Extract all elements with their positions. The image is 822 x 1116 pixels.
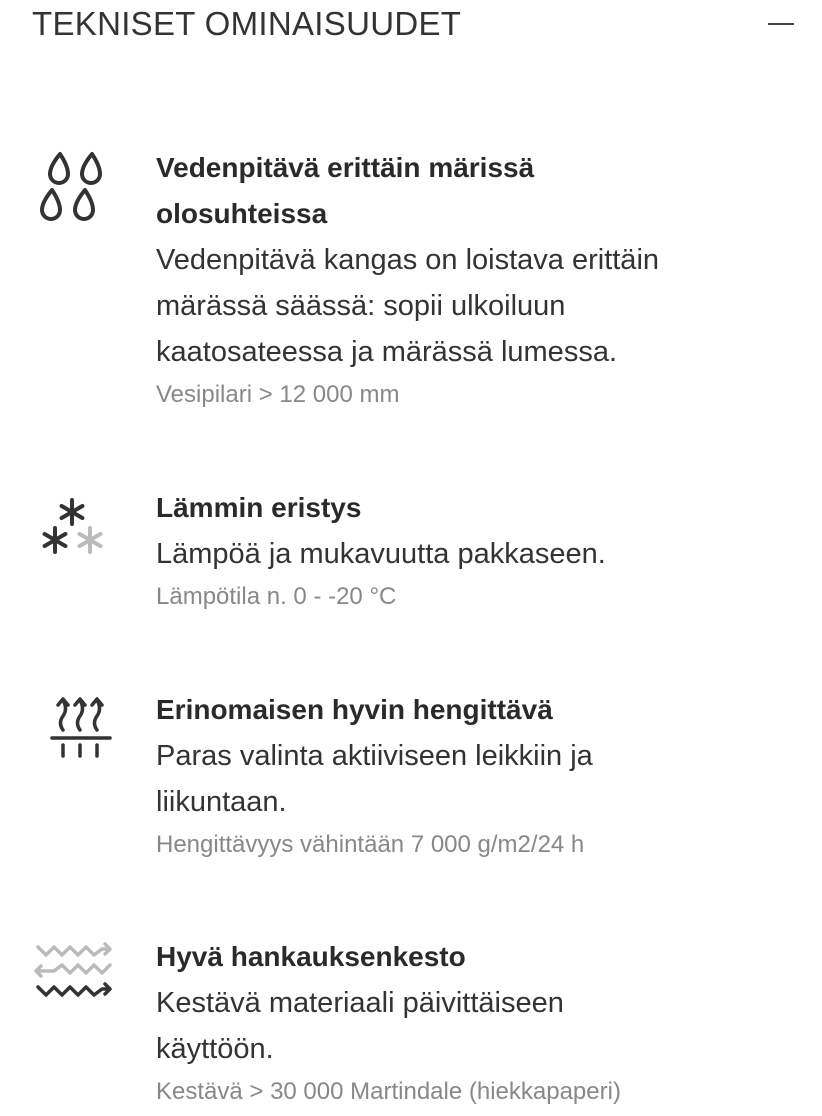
breathable-icon	[30, 690, 120, 770]
feature-note: Vesipilari > 12 000 mm	[156, 381, 400, 408]
section-title: TEKNISET OMINAISUUDET	[32, 5, 462, 42]
feature-note: Hengittävyys vähintään 7 000 g/m2/24 h	[156, 831, 585, 858]
snowflakes-icon	[30, 490, 120, 570]
feature-body: märässä säässä: sopii ulkoiluun	[156, 290, 566, 322]
feature-body: kaatosateessa ja märässä lumessa.	[156, 336, 617, 368]
feature-body: Paras valinta aktiiviseen leikkiin ja	[156, 740, 593, 772]
feature-body: Kestävä materiaali päivittäiseen	[156, 987, 564, 1019]
feature-heading: Hyvä hankauksenkesto	[156, 941, 466, 972]
feature-body: liikuntaan.	[156, 786, 287, 818]
abrasion-icon	[30, 935, 120, 1015]
feature-body: Vedenpitävä kangas on loistava erittäin	[156, 244, 660, 276]
collapse-button[interactable]	[766, 14, 796, 34]
feature-note: Lämpötila n. 0 - -20 °C	[156, 583, 397, 610]
feature-body: Lämpöä ja mukavuutta pakkaseen.	[156, 538, 606, 570]
feature-heading: Lämmin eristys	[156, 492, 362, 523]
feature-note: Kestävä > 30 000 Martindale (hiekkapaperi)	[156, 1078, 621, 1105]
feature-heading: Erinomaisen hyvin hengittävä	[156, 694, 553, 725]
raindrops-icon	[30, 148, 120, 228]
feature-body: käyttöön.	[156, 1033, 274, 1065]
feature-heading: olosuhteissa	[156, 198, 328, 229]
feature-heading: Vedenpitävä erittäin märissä	[156, 152, 535, 183]
